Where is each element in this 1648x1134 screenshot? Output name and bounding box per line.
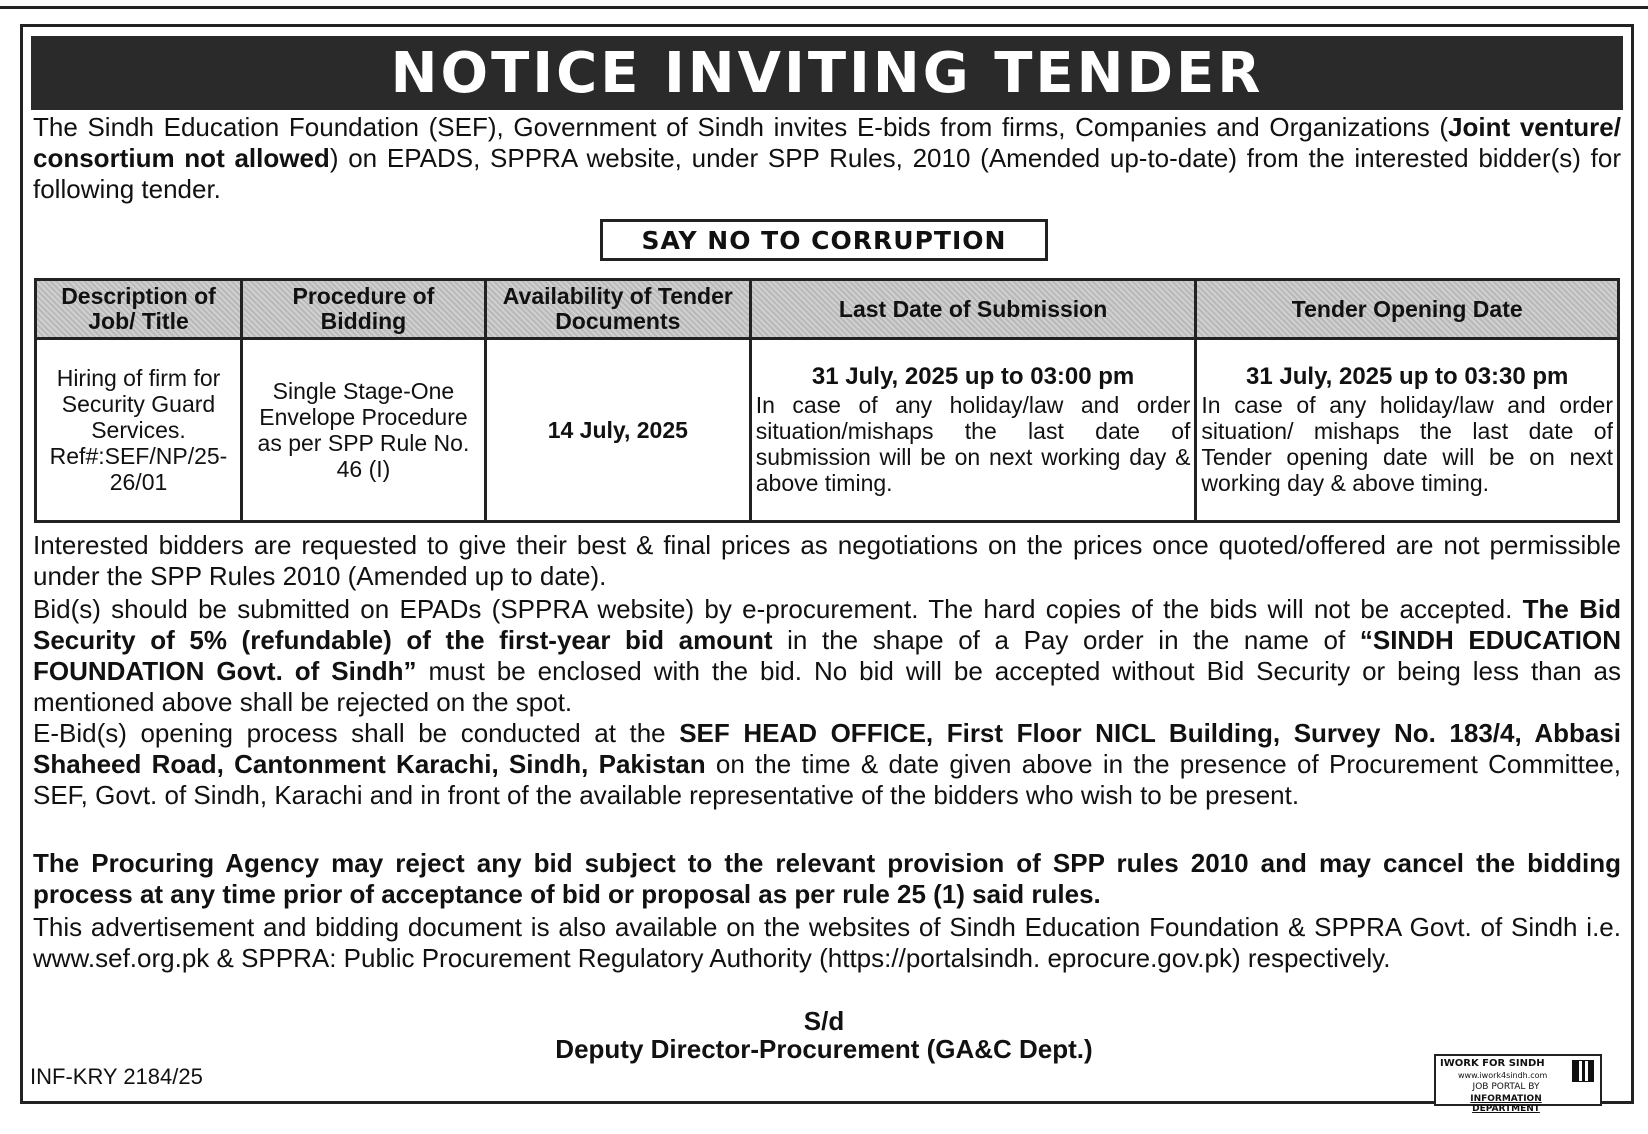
cell-opening-date — [1196, 339, 1619, 522]
paragraph-availability: This advertisement and bidding document is also available on the websites of Sindh Education Foundation & SPPRA Govt. of Sindh i.e. www.sef.org.pk & SPPRA: Public Procurement Regulatory Authority (https://portalsindh. eprocure.gov.pk) respectively. — [33, 912, 1621, 973]
cell-job-title: Hiring of firm for Security Guard Services. Ref#:SEF/NP/25-26/01 — [36, 339, 242, 522]
job-portal-badge — [1434, 1054, 1602, 1114]
badge-line3: JOB PORTAL BY — [1472, 1082, 1540, 1092]
cell-procedure: Single Stage-One Envelope Procedure as per SPP Rule No. 46 (I) — [242, 339, 486, 522]
cell-last-date — [750, 339, 1196, 522]
badge-line4: INFORMATION DEPARTMENT — [1470, 1094, 1542, 1114]
table-header-row — [36, 280, 1619, 339]
opening-note: In case of any holiday/law and order situation/ mishaps the last date of Tender opening date will be on next working day & above timing. — [1201, 392, 1613, 496]
paragraph-bid-security: Bid(s) should be submitted on EPADs (SPPRA website) by e-procurement. The hard copies of the bids will not be accepted. The Bid Security of 5% (refundable) of the first-year bid amount in the shape of a Pay order in the name of “SINDH EDUCATION FOUNDATION Govt. of Sindh” must be enclosed with the bid. No bid will be accepted without Bid Security or being less than as mentioned above shall be rejected on the spot. — [33, 594, 1621, 717]
table-row — [36, 339, 1619, 522]
header-job-title: Description of Job/ Title — [36, 280, 242, 339]
header-availability: Availability of Tender Documents — [485, 280, 750, 339]
qr-code-icon — [1572, 1060, 1594, 1082]
notice-title: NOTICE INVITING TENDER — [31, 36, 1623, 110]
submission-date: 31 July, 2025 up to 03:00 pm — [811, 363, 1135, 390]
paragraph-prices: Interested bidders are requested to give their best & final prices as negotiations on the prices once quoted/offered are not permissible under the SPP Rules 2010 (Amended up to date). — [33, 530, 1621, 591]
cell-availability: 14 July, 2025 — [485, 339, 750, 522]
badge-title: IWORK FOR SINDH — [1440, 1058, 1545, 1069]
anti-corruption-slogan: SAY NO TO CORRUPTION — [600, 219, 1048, 261]
paragraph-rejection: The Procuring Agency may reject any bid subject to the relevant provision of SPP rules 2010 and may cancel the bidding process at any time prior of acceptance of bid or proposal as per rule 25 (1) said rules. — [33, 848, 1621, 909]
header-opening-date: Tender Opening Date — [1196, 280, 1619, 339]
tender-table — [34, 278, 1620, 523]
badge-url: www.iwork4sindh.com — [1458, 1071, 1548, 1080]
opening-date: 31 July, 2025 up to 03:30 pm — [1246, 363, 1569, 390]
reference-number: INF-KRY 2184/25 — [30, 1064, 203, 1089]
submission-note: In case of any holiday/law and order situation/mishaps the last date of submission will be on next working day & above timing. — [755, 392, 1191, 496]
intro-paragraph: The Sindh Education Foundation (SEF), Government of Sindh invites E-bids from firms, Companies and Organizations (Joint venture/ consortium not allowed) on EPADS, SPPRA website, under SPP Rules, 2010 (Amended up-to-date) from the interested bidder(s) for following tender. — [33, 112, 1621, 204]
header-last-date: Last Date of Submission — [750, 280, 1196, 339]
signature-sd: S/d — [803, 1006, 845, 1036]
header-procedure: Procedure of Bidding — [242, 280, 486, 339]
signature-designation: Deputy Director-Procurement (GA&C Dept.) — [555, 1034, 1093, 1064]
paragraph-opening-venue: E-Bid(s) opening process shall be conducted at the SEF HEAD OFFICE, First Floor NICL Building, Survey No. 183/4, Abbasi Shaheed Road, Cantonment Karachi, Sindh, Pakistan on the time & date given above in the presence of Procurement Committee, SEF, Govt. of Sindh, Karachi and in front of the available representative of the bidders who wish to be present. — [33, 718, 1622, 810]
top-rule — [0, 6, 1648, 9]
